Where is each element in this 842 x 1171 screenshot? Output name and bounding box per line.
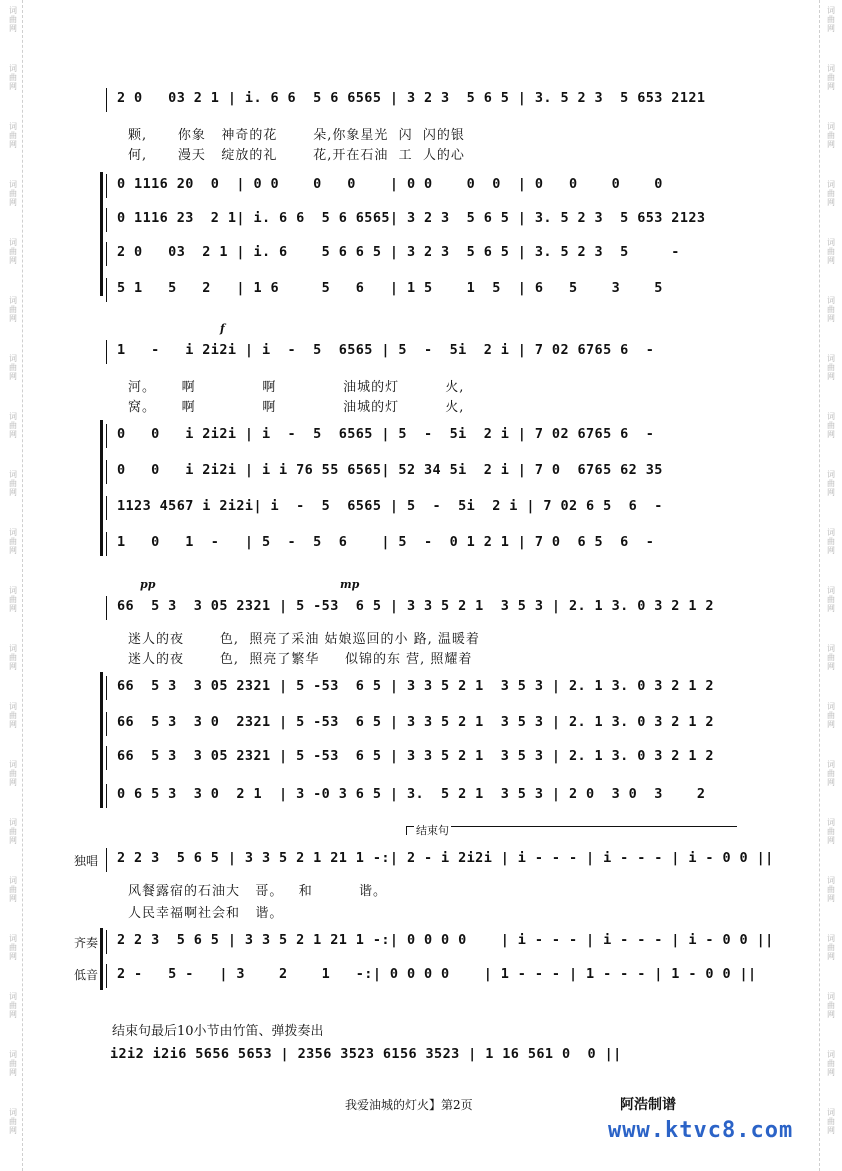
- watermark-glyph: 词 曲 网: [827, 122, 835, 149]
- watermark-glyph: 词 曲 网: [9, 64, 17, 91]
- watermark-glyph: 词 曲 网: [9, 818, 17, 845]
- accomp-notes: 66 5 3 3 05 2321 | 5 -53 6 5 | 3 3 5 2 1 3 5 3 | 2. 1 3. 0 3 2 1 2: [117, 748, 714, 764]
- lyric-line-1: 风餐露宿的石油大 哥。 和 谐。: [128, 884, 387, 899]
- staff-brace: [100, 928, 103, 990]
- accomp-notes: 0 0 i 2i2i | i - 5 6565 | 5 - 5i 2 i | 7 02 6765 6 -: [117, 426, 655, 442]
- dynamic-marking-mp: mp: [340, 578, 360, 591]
- vocal-notes: 1 - i 2i2i | i - 5 6565 | 5 - 5i 2 i | 7 02 6765 6 -: [117, 342, 655, 358]
- watermark-glyph: 词 曲 网: [827, 818, 835, 845]
- accomp-notes: 66 5 3 3 05 2321 | 5 -53 6 5 | 3 3 5 2 1 3 5 3 | 2. 1 3. 0 3 2 1 2: [117, 678, 714, 694]
- coda-staff: [106, 1044, 738, 1070]
- watermark-glyph: 词 曲 网: [9, 122, 17, 149]
- lyric-line-2: 人民幸福啊社会和 谐。: [128, 906, 284, 921]
- watermark-glyph: 词 曲 网: [9, 296, 17, 323]
- watermark-glyph: 词 曲 网: [9, 354, 17, 381]
- ending-label: 结束句: [416, 824, 449, 837]
- watermark-glyph: 词 曲 网: [9, 1050, 17, 1077]
- watermark-glyph: 词 曲 网: [827, 296, 835, 323]
- accomp-notes: 2 0 03 2 1 | i. 6 5 6 6 5 | 3 2 3 5 6 5 | 3. 5 2 3 5 -: [117, 244, 680, 260]
- watermark-glyph: 词 曲 网: [827, 760, 835, 787]
- ensemble-notes: 2 2 3 5 6 5 | 3 3 5 2 1 21 1 -:| 0 0 0 0 | i - - - | i - - - | i - 0 0 ||: [117, 932, 774, 948]
- label-solo: 独唱: [74, 854, 99, 868]
- lyric-line-1: 迷人的夜 色, 照亮了采油 姑娘巡回的小 路, 温暖着: [128, 632, 480, 647]
- accomp-notes: 1123 4567 i 2i2i| i - 5 6565 | 5 - 5i 2 i | 7 02 6 5 6 -: [117, 498, 663, 514]
- watermark-glyph: 词 曲 网: [827, 528, 835, 555]
- accomp-notes: 66 5 3 3 0 2321 | 5 -53 6 5 | 3 3 5 2 1 3 5 3 | 2. 1 3. 0 3 2 1 2: [117, 714, 714, 730]
- dynamic-marking: f: [220, 322, 225, 335]
- ensemble-staff: [106, 930, 774, 954]
- watermark-glyph: 词 曲 网: [827, 180, 835, 207]
- watermark-glyph: 词 曲 网: [827, 1108, 835, 1135]
- accomp-staff-4: [106, 532, 739, 556]
- staff-brace: [100, 672, 103, 808]
- accomp-notes: 5 1 5 2 | 1 6 5 6 | 1 5 1 5 | 6 5 3 5: [117, 280, 663, 296]
- accomp-notes: 0 1116 23 2 1| i. 6 6 5 6 6565| 3 2 3 5 6 5 | 3. 5 2 3 5 653 2123: [117, 210, 706, 226]
- watermark-glyph: 词 曲 网: [827, 354, 835, 381]
- accomp-staff-3: [106, 496, 739, 520]
- watermark-glyph: 词 曲 网: [9, 644, 17, 671]
- accomp-staff-2: [106, 460, 739, 484]
- label-bass: 低音: [74, 968, 99, 982]
- site-watermark: www.ktvc8.com: [608, 1118, 794, 1143]
- bass-notes: 2 - 5 - | 3 2 1 -:| 0 0 0 0 | 1 - - - | 1 - - - | 1 - 0 0 ||: [117, 966, 757, 982]
- watermark-glyph: 词 曲 网: [9, 180, 17, 207]
- watermark-glyph: 词 曲 网: [9, 1108, 17, 1135]
- solo-notes: 2 2 3 5 6 5 | 3 3 5 2 1 21 1 -:| 2 - i 2i2i | i - - - | i - - - | i - 0 0 ||: [117, 850, 774, 866]
- accomp-notes: 1 0 1 - | 5 - 5 6 | 5 - 0 1 2 1 | 7 0 6 5 6 -: [117, 534, 655, 550]
- vocal-notes: 2 0 03 2 1 | i. 6 6 5 6 6565 | 3 2 3 5 6 5 | 3. 5 2 3 5 653 2121: [117, 90, 706, 106]
- lyric-line-2: 何, 漫天 绽放的礼 花,开在石油 工 人的心: [128, 148, 465, 163]
- accomp-staff-4: [106, 278, 739, 302]
- lyric-line-1: 河。 啊 啊 油城的灯 火,: [128, 380, 465, 395]
- accomp-staff-4: [106, 784, 739, 808]
- bass-staff: [106, 964, 757, 988]
- accomp-notes: 0 1116 20 0 | 0 0 0 0 | 0 0 0 0 | 0 0 0 0: [117, 176, 663, 192]
- coda-notes: i2i2 i2i6 5656 5653 | 2356 3523 6156 3523 | 1 16 561 0 0 ||: [110, 1046, 622, 1062]
- vocal-staff: [106, 596, 739, 620]
- watermark-glyph: 词 曲 网: [827, 470, 835, 497]
- watermark-glyph: 词 曲 网: [9, 702, 17, 729]
- watermark-glyph: 词 曲 网: [9, 528, 17, 555]
- score-maker: 阿浩制谱: [620, 1097, 676, 1113]
- accomp-staff-1: [106, 676, 739, 700]
- accomp-staff-2: [106, 712, 739, 736]
- watermark-glyph: 词 曲 网: [827, 64, 835, 91]
- watermark-glyph: 词 曲 网: [9, 238, 17, 265]
- watermark-glyph: 词 曲 网: [827, 992, 835, 1019]
- watermark-glyph: 词 曲 网: [827, 412, 835, 439]
- lyric-line-1: 颗, 你象 神奇的花 朵,你象星光 闪 闪的银: [128, 128, 465, 143]
- accomp-staff-1: [106, 424, 739, 448]
- lyric-line-2: 迷人的夜 色, 照亮了繁华 似锦的东 营, 照耀着: [128, 652, 473, 667]
- lyric-line-2: 窝。 啊 啊 油城的灯 火,: [128, 400, 465, 415]
- watermark-glyph: 词 曲 网: [827, 586, 835, 613]
- accomp-notes: 0 6 5 3 3 0 2 1 | 3 -0 3 6 5 | 3. 5 2 1 3 5 3 | 2 0 3 0 3 2: [117, 786, 706, 802]
- watermark-glyph: 词 曲 网: [9, 412, 17, 439]
- staff-brace: [100, 420, 103, 556]
- solo-staff: [106, 848, 774, 872]
- accomp-notes: 0 0 i 2i2i | i i 76 55 6565| 52 34 5i 2 i | 7 0 6765 62 35: [117, 462, 663, 478]
- watermark-glyph: 词 曲 网: [827, 876, 835, 903]
- watermark-glyph: 词 曲 网: [827, 702, 835, 729]
- watermark-glyph: 词 曲 网: [9, 586, 17, 613]
- accomp-staff-3: [106, 242, 739, 266]
- accomp-staff-3: [106, 746, 739, 770]
- watermark-glyph: 词 曲 网: [9, 934, 17, 961]
- watermark-glyph: 词 曲 网: [9, 470, 17, 497]
- vocal-staff: [106, 340, 739, 364]
- watermark-glyph: 词 曲 网: [827, 238, 835, 265]
- staff-brace: [100, 172, 103, 296]
- ending-bracket: [406, 826, 737, 835]
- coda-instruction: 结束句最后10小节由竹笛、弹拨奏出: [112, 1024, 324, 1039]
- label-ensemble: 齐奏: [74, 936, 99, 950]
- dynamic-marking-pp: pp: [140, 578, 156, 591]
- watermark-glyph: 词 曲 网: [827, 6, 835, 33]
- watermark-glyph: 词 曲 网: [9, 876, 17, 903]
- coda-staff-line: [106, 1044, 738, 1068]
- watermark-glyph: 词 曲 网: [9, 992, 17, 1019]
- watermark-glyph: 词 曲 网: [827, 934, 835, 961]
- vocal-staff: [106, 88, 739, 112]
- vocal-notes: 66 5 3 3 05 2321 | 5 -53 6 5 | 3 3 5 2 1 3 5 3 | 2. 1 3. 0 3 2 1 2: [117, 598, 714, 614]
- accomp-staff-2: [106, 208, 739, 232]
- accomp-staff-1: [106, 174, 739, 198]
- watermark-glyph: 词 曲 网: [9, 760, 17, 787]
- watermark-glyph: 词 曲 网: [827, 1050, 835, 1077]
- watermark-glyph: 词 曲 网: [9, 6, 17, 33]
- page-footer: 我爱油城的灯火】第2页: [345, 1098, 473, 1112]
- watermark-glyph: 词 曲 网: [827, 644, 835, 671]
